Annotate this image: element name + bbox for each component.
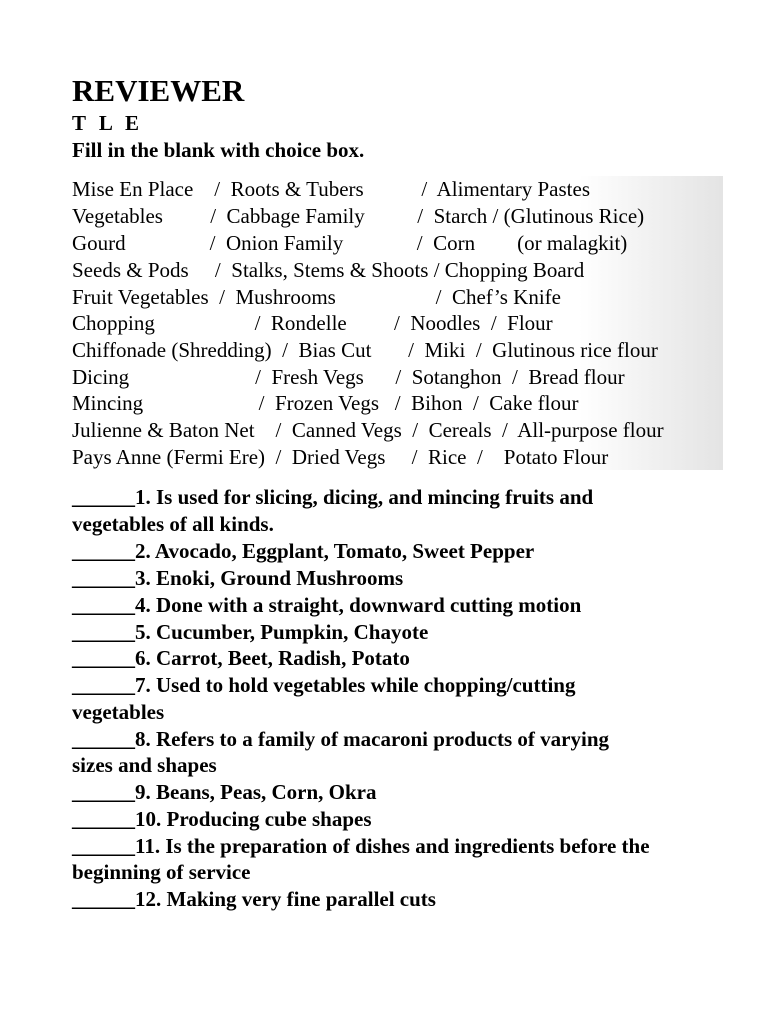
question-line: ______3. Enoki, Ground Mushrooms bbox=[72, 566, 404, 590]
choice-line: Mincing / Frozen Vegs / Bihon / Cake flour bbox=[72, 391, 579, 415]
question-line: ______1. Is used for slicing, dicing, and mincing fruits and bbox=[72, 485, 594, 509]
choice-line: Chopping / Rondelle / Noodles / Flour bbox=[72, 311, 553, 335]
choice-line: Gourd / Onion Family / Corn (or malagkit) bbox=[72, 231, 628, 255]
question-line: ______7. Used to hold vegetables while chopping/cutting bbox=[72, 673, 576, 697]
choice-line: Vegetables / Cabbage Family / Starch / (Glutinous Rice) bbox=[72, 204, 645, 228]
choice-line: Pays Anne (Fermi Ere) / Dried Vegs / Rice / Potato Flour bbox=[72, 445, 609, 469]
question-line: vegetables of all kinds. bbox=[72, 512, 274, 536]
question-line: ______12. Making very fine parallel cuts bbox=[72, 887, 436, 911]
question-line: ______2. Avocado, Eggplant, Tomato, Sweet Pepper bbox=[72, 539, 535, 563]
question-line: ______10. Producing cube shapes bbox=[72, 807, 372, 831]
question-line: ______9. Beans, Peas, Corn, Okra bbox=[72, 780, 377, 804]
choice-line: Fruit Vegetables / Mushrooms / Chef’s Knife bbox=[72, 285, 561, 309]
question-line: ______8. Refers to a family of macaroni products of varying bbox=[72, 727, 609, 751]
question-line: ______11. Is the preparation of dishes and ingredients before the bbox=[72, 834, 650, 858]
page-title: REVIEWER bbox=[72, 73, 245, 108]
question-line: vegetables bbox=[72, 700, 165, 724]
choice-line: Chiffonade (Shredding) / Bias Cut / Miki / Glutinous rice flour bbox=[72, 338, 658, 362]
question-line: ______4. Done with a straight, downward cutting motion bbox=[72, 593, 582, 617]
choice-line: Julienne & Baton Net / Canned Vegs / Cereals / All-purpose flour bbox=[72, 418, 664, 442]
choice-line: Dicing / Fresh Vegs / Sotanghon / Bread flour bbox=[72, 365, 625, 389]
question-line: beginning of service bbox=[72, 860, 251, 884]
question-line: ______6. Carrot, Beet, Radish, Potato bbox=[72, 646, 410, 670]
choice-line: Seeds & Pods / Stalks, Stems & Shoots / Chopping Board bbox=[72, 258, 585, 282]
question-line: ______5. Cucumber, Pumpkin, Chayote bbox=[72, 620, 429, 644]
question-line: sizes and shapes bbox=[72, 753, 217, 777]
instruction-text: Fill in the blank with choice box. bbox=[72, 138, 365, 162]
subject-label: T L E bbox=[72, 111, 143, 135]
choice-line: Mise En Place / Roots & Tubers / Alimentary Pastes bbox=[72, 177, 590, 201]
